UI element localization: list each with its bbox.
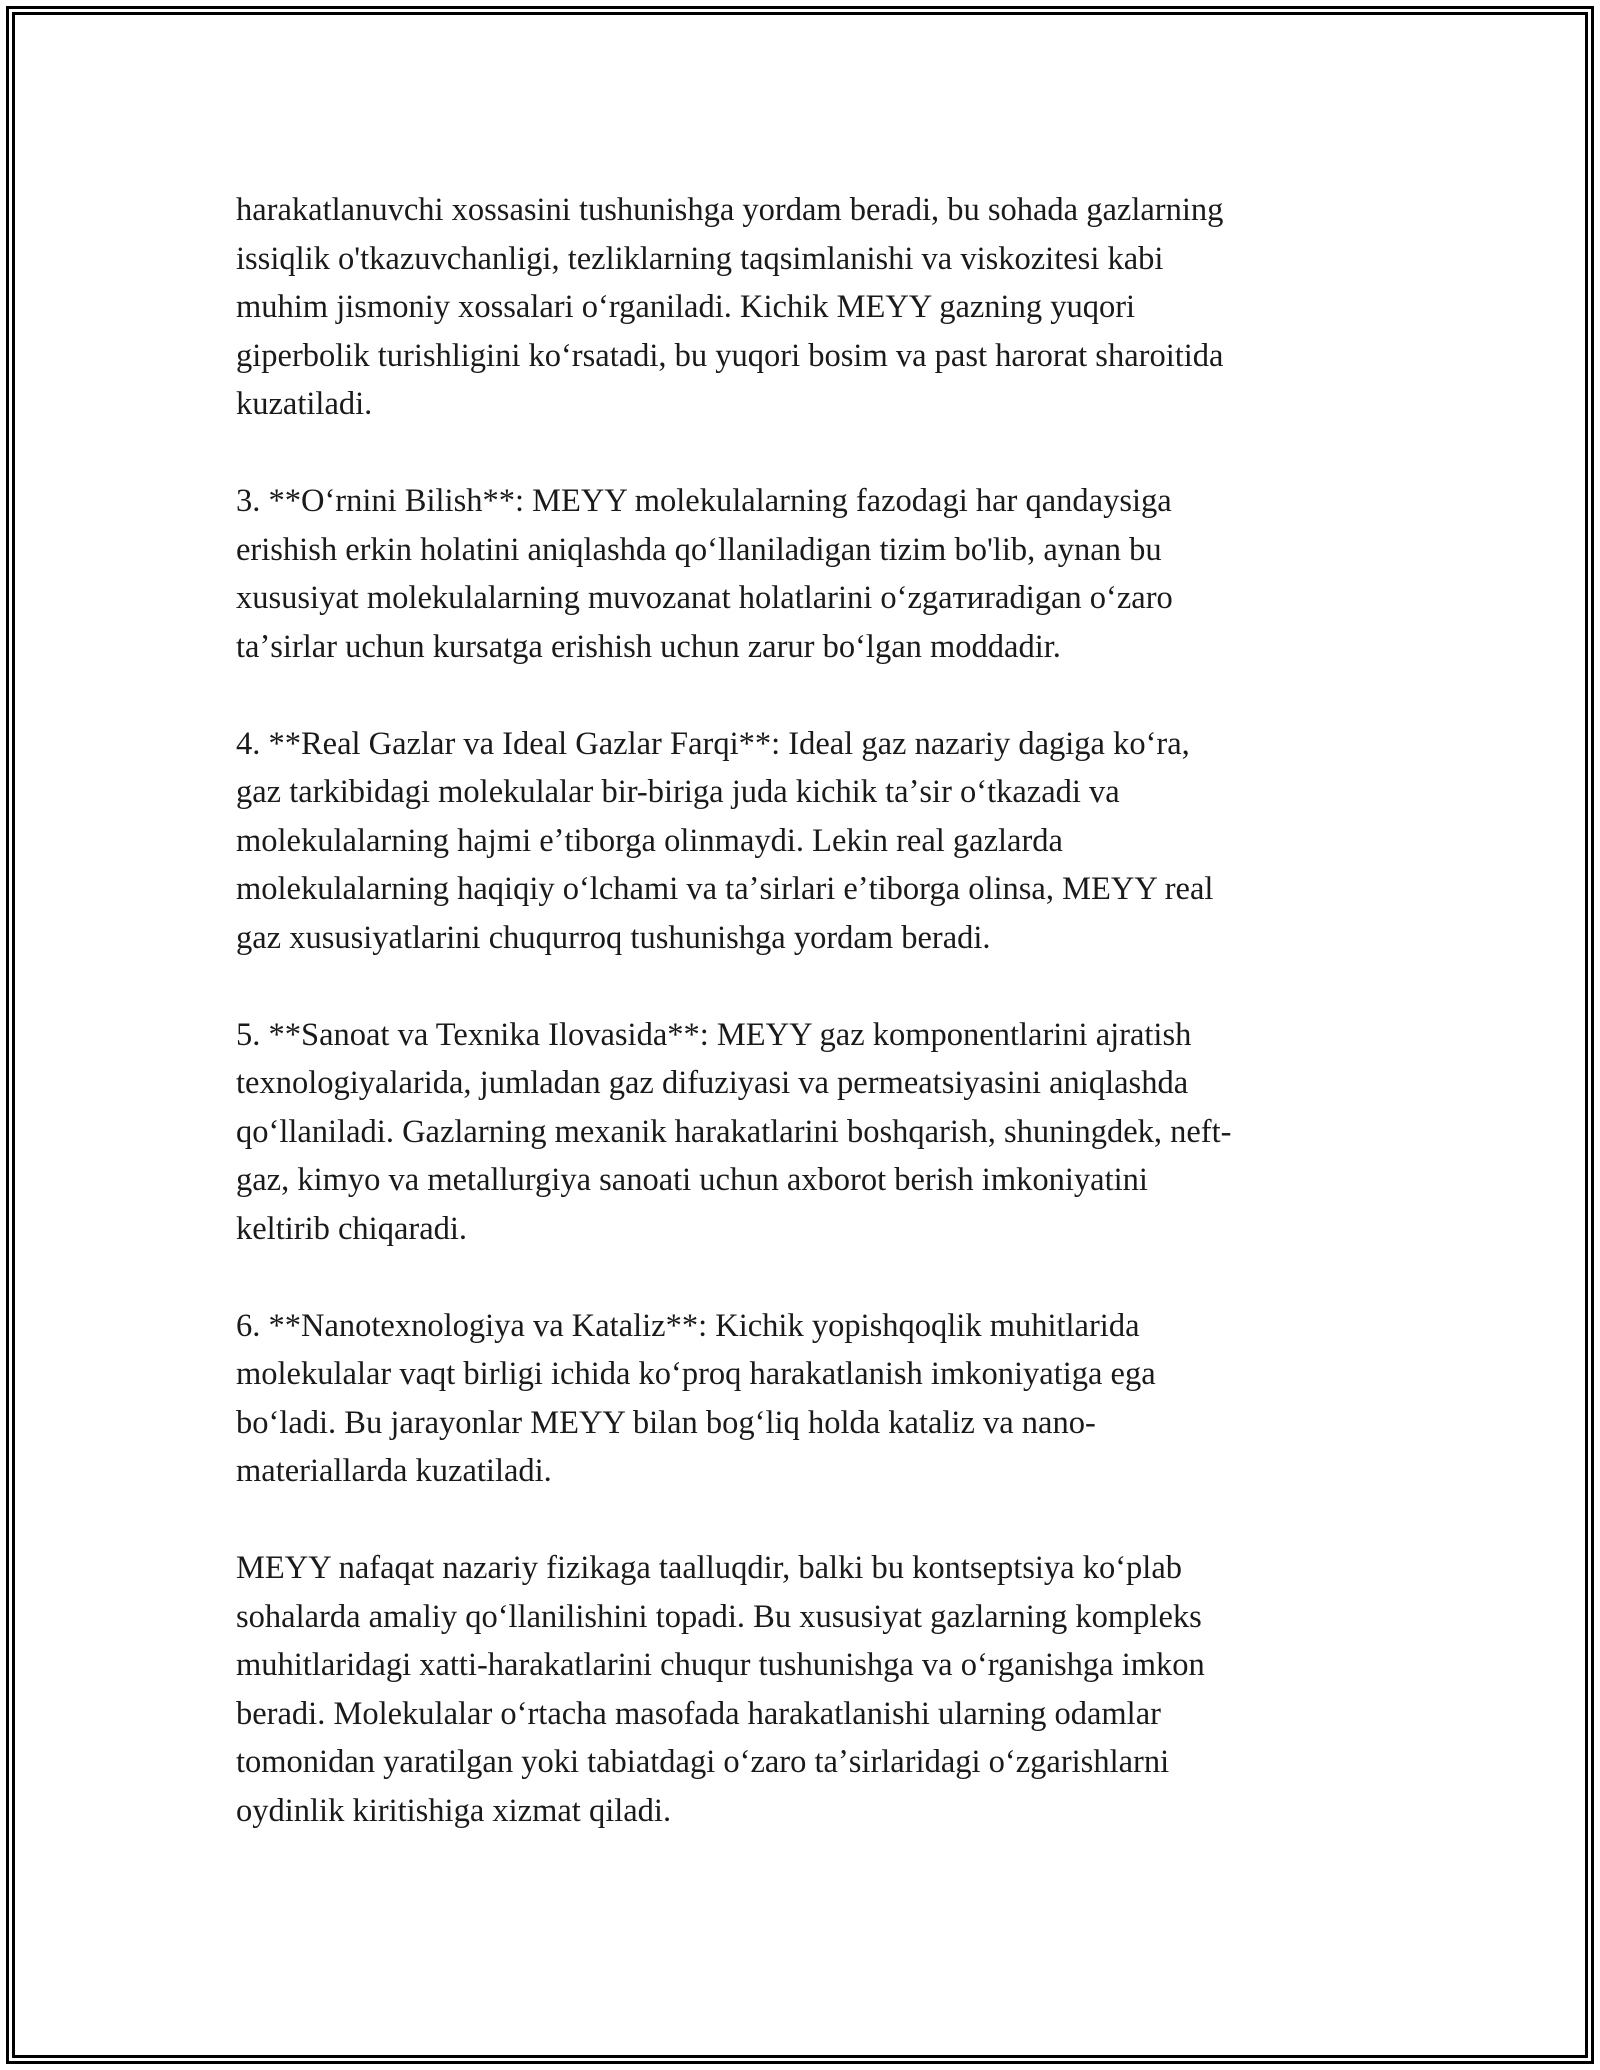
paragraph-item-4: 4. **Real Gazlar va Ideal Gazlar Farqi**: Ideal gaz nazariy dagiga koʻra, gaz tarkibidagi molekulalar bir-biriga juda kichik taʼsir oʻtkazadi va molekulalarning hajmi eʼtiborga olinmaydi. Lekin real gazlarda molekulalarning haqiqiy oʻlchami va taʼsirlari eʼtiborga olinsa, MEYY real gaz xususiyatlarini chuqurroq tushunishga yordam beradi.: [236, 725, 1214, 956]
document-body: [236, 186, 1366, 1835]
paragraph-item-6: 6. **Nanotexnologiya va Kataliz**: Kichik yopishqoqlik muhitlarida molekulalar vaqt birligi ichida koʻproq harakatlanish imkoniyatiga ega boʻladi. Bu jarayonlar MEYY bilan bogʻliq holda kataliz va nano- materiallarda kuzatiladi.: [236, 1307, 1156, 1489]
paragraph-item-3: 3. **Oʻrnini Bilish**: MEYY molekulalarning fazodagi har qandaysiga erishish erkin holatini aniqlashda qoʻllaniladigan tizim bo'lib, aynan bu xususiyat molekulalarning muvozanat holatlarini oʻzgaтиradigan oʻzaro taʼsirlar uchun kursatga erishish uchun zarur boʻlgan moddadir.: [236, 483, 1173, 665]
paragraph-conclusion: MEYY nafaqat nazariy fizikaga taalluqdir, balki bu kontseptsiya koʻplab sohalarda amaliy qoʻllanilishini topadi. Bu xususiyat gazlarning kompleks muhitlaridagi xatti-harakatlarini chuqur tushunishga va oʻrganishga imkon beradi. Molekulalar oʻrtacha masofada harakatlanishi ularning odamlar tomonidan yaratilgan yoki tabiatdagi oʻzaro taʼsirlaridagi oʻzgarishlarni oydinlik kiritishiga xizmat qiladi.: [236, 1550, 1205, 1829]
paragraph-intro-continuation: harakatlanuvchi xossasini tushunishga yordam beradi, bu sohada gazlarning issiqlik o'tkazuvchanligi, tezliklarning taqsimlanishi va viskozitesi kabi muhim jismoniy xossalari oʻrganiladi. Kichik MEYY gazning yuqori giperbolik turishligini koʻrsatadi, bu yuqori bosim va past harorat sharoitida kuzatiladi.: [236, 192, 1224, 422]
paragraph-item-5: 5. **Sanoat va Texnika Ilovasida**: MEYY gaz komponentlarini ajratish texnologiyalarida, jumladan gaz difuziyasi va permeatsiyasini aniqlashda qoʻllaniladi. Gazlarning mexanik harakatlarini boshqarish, shuningdek, neft- gaz, kimyo va metallurgiya sanoati uchun axborot berish imkoniyatini keltirib chiqaradi.: [236, 1016, 1232, 1247]
